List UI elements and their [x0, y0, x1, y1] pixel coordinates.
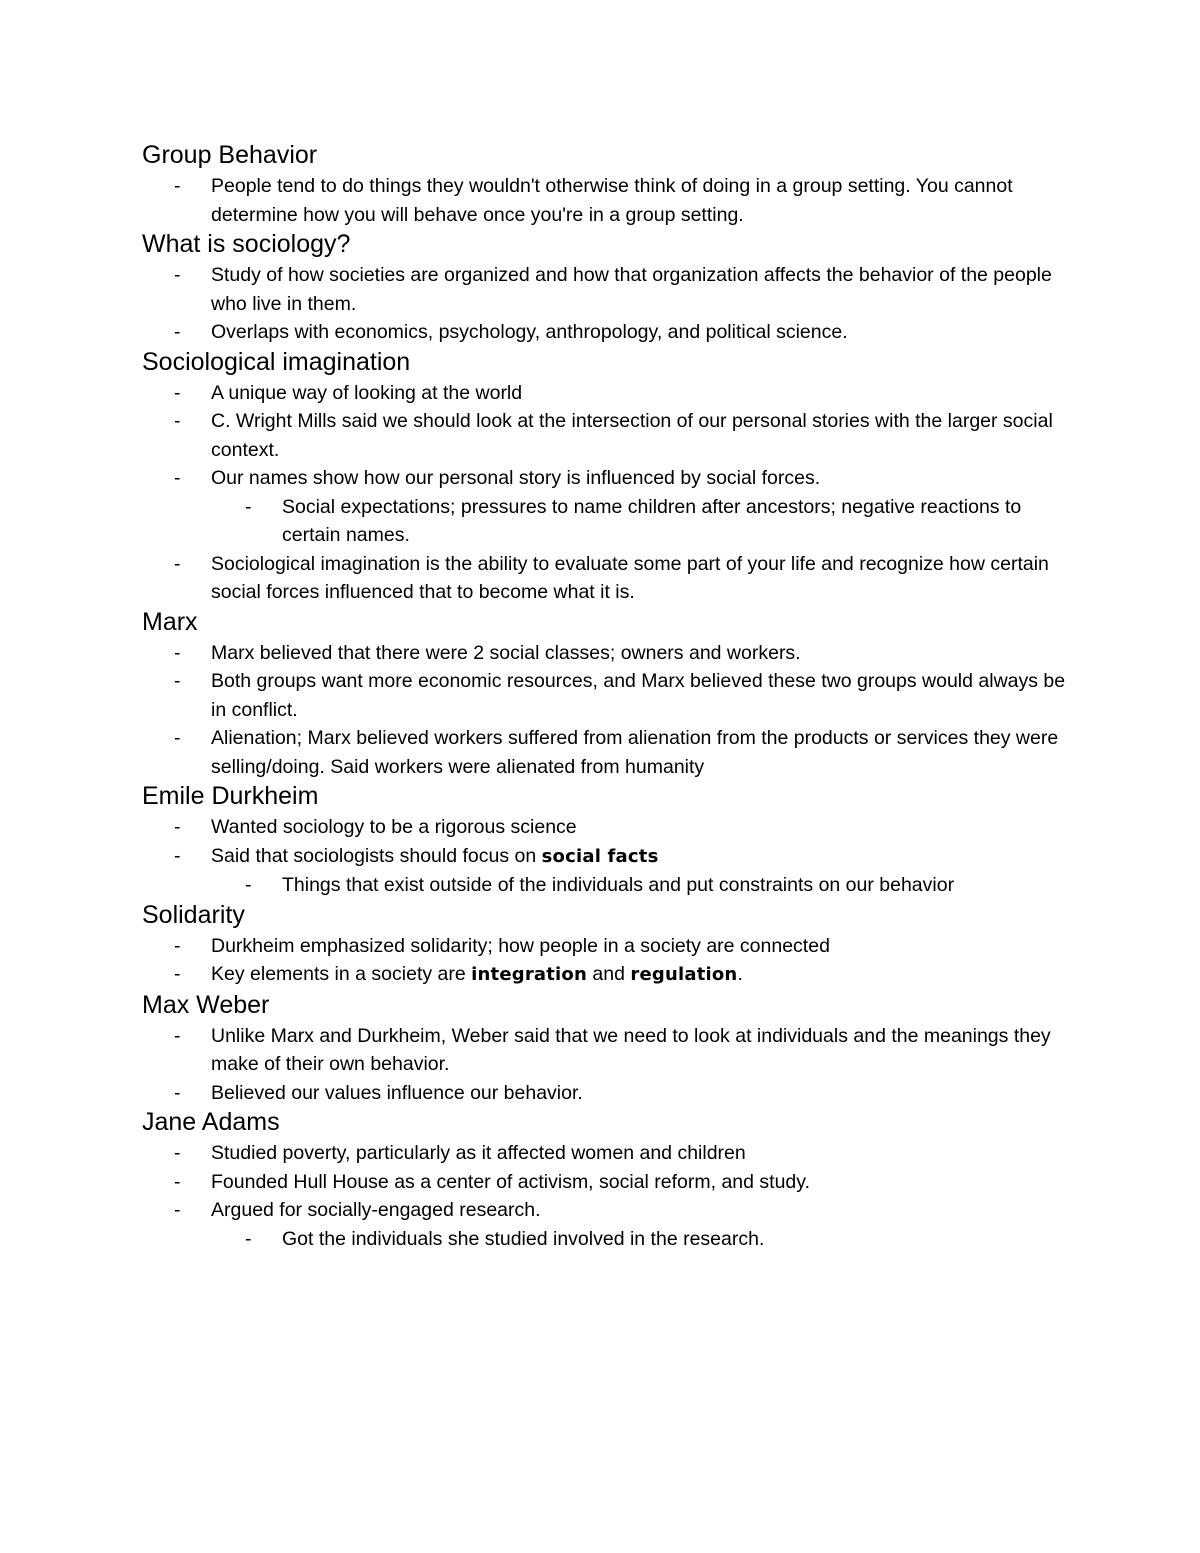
list-item-text: Durkheim emphasized solidarity; how people in a society are connected — [211, 934, 830, 957]
sub-list-item — [142, 1225, 1082, 1254]
list-item — [142, 724, 1082, 781]
dash-bullet-icon: - — [245, 1227, 252, 1250]
dash-bullet-icon: - — [174, 381, 181, 404]
section-heading: Max Weber — [142, 990, 270, 1019]
section-heading: Marx — [142, 607, 198, 636]
bullet-list — [142, 813, 1082, 900]
list-item-text: Founded Hull House as a center of activism, social reform, and study. — [211, 1170, 810, 1193]
list-item — [142, 550, 1082, 607]
list-item-text: . — [737, 963, 743, 985]
dash-bullet-icon: - — [174, 934, 181, 957]
list-item — [142, 842, 1082, 872]
section-heading: Solidarity — [142, 900, 245, 929]
bullet-list — [142, 932, 1082, 990]
dash-bullet-icon: - — [174, 410, 181, 432]
dash-bullet-icon: - — [174, 1199, 181, 1221]
notes-body — [142, 140, 1082, 1253]
bold-term: regulation — [630, 964, 738, 985]
list-item — [142, 261, 1082, 318]
list-item-text: Unlike Marx and Durkheim, Weber said that we need to look at individuals and the meanings they make of their own behavior. — [211, 1024, 1051, 1075]
dash-bullet-icon: - — [174, 552, 181, 575]
section-heading: Emile Durkheim — [142, 782, 319, 810]
list-item — [142, 172, 1082, 229]
list-item-text: Things that exist outside of the individuals and put constraints on our behavior — [282, 874, 955, 896]
dash-bullet-icon: - — [245, 874, 252, 896]
list-item-text: A unique way of looking at the world — [211, 381, 523, 404]
list-item-text: Alienation; Marx believed workers suffered from alienation from the products or services they were selling/doing. Said workers were alienated from humanity — [211, 727, 1059, 778]
list-item — [142, 1168, 1082, 1197]
list-item-text: Our names show how our personal story is influenced by social forces. — [211, 467, 821, 489]
list-item — [142, 464, 1082, 493]
dash-bullet-icon: - — [174, 727, 181, 749]
list-item-text: Study of how societies are organized and how that organization affects the behavior of the people who live in them. — [211, 264, 1052, 315]
list-item-text: Studied poverty, particularly as it affected women and children — [211, 1142, 746, 1164]
list-item-text: Argued for socially-engaged research. — [211, 1199, 541, 1221]
section-heading: What is sociology? — [142, 230, 351, 258]
list-item-text: Sociological imagination is the ability to evaluate some part of your life and recognize how certain social forces influenced that to become what it is. — [211, 552, 1049, 603]
bold-term: social facts — [541, 845, 659, 867]
dash-bullet-icon: - — [174, 670, 181, 692]
list-item — [142, 667, 1082, 724]
list-item-text: Said that sociologists should focus on — [211, 844, 542, 867]
dash-bullet-icon: - — [174, 1142, 181, 1164]
list-item — [142, 960, 1082, 990]
list-item-text: Overlaps with economics, psychology, anthropology, and political science. — [211, 321, 848, 343]
list-item-text: Wanted sociology to be a rigorous science — [211, 816, 577, 838]
bullet-list — [142, 1139, 1082, 1253]
dash-bullet-icon: - — [174, 1081, 181, 1104]
sub-list-item — [142, 871, 1082, 900]
dash-bullet-icon: - — [174, 467, 181, 489]
sub-list-item — [142, 493, 1082, 550]
list-item — [142, 379, 1082, 408]
list-item-text: People tend to do things they wouldn't otherwise think of doing in a group setting. You cannot determine how you will behave once you're in a group setting. — [211, 175, 1013, 226]
list-item — [142, 1022, 1082, 1079]
list-item-text: Believed our values influence our behavior. — [211, 1081, 583, 1104]
list-item — [142, 639, 1082, 668]
dash-bullet-icon: - — [245, 495, 252, 518]
dash-bullet-icon: - — [174, 1170, 181, 1193]
list-item-text: Social expectations; pressures to name children after ancestors; negative reactions to certain names. — [282, 495, 1022, 546]
list-item — [142, 407, 1082, 464]
section-heading: Group Behavior — [142, 141, 318, 169]
bullet-list — [142, 261, 1082, 347]
bullet-list — [142, 379, 1082, 607]
list-item-text: Marx believed that there were 2 social classes; owners and workers. — [211, 641, 801, 664]
dash-bullet-icon: - — [174, 175, 181, 197]
list-item — [142, 1196, 1082, 1225]
bullet-list — [142, 172, 1082, 229]
bullet-list — [142, 639, 1082, 782]
section-heading: Jane Adams — [142, 1108, 280, 1136]
dash-bullet-icon: - — [174, 264, 181, 286]
dash-bullet-icon: - — [174, 963, 181, 985]
dash-bullet-icon: - — [174, 844, 181, 867]
bold-term: integration — [471, 964, 588, 985]
list-item — [142, 932, 1082, 961]
dash-bullet-icon: - — [174, 816, 181, 838]
dash-bullet-icon: - — [174, 321, 181, 343]
list-item — [142, 1079, 1082, 1108]
list-item — [142, 318, 1082, 347]
dash-bullet-icon: - — [174, 641, 181, 664]
list-item — [142, 1139, 1082, 1168]
list-item-text: Got the individuals she studied involved in the research. — [282, 1227, 765, 1250]
list-item-text: C. Wright Mills said we should look at the intersection of our personal stories with the larger social context. — [211, 410, 1053, 461]
section-heading: Sociological imagination — [142, 347, 411, 376]
list-item-text: and — [587, 963, 631, 985]
list-item — [142, 813, 1082, 842]
dash-bullet-icon: - — [174, 1024, 181, 1047]
bullet-list — [142, 1022, 1082, 1108]
list-item-text: Key elements in a society are — [211, 963, 472, 985]
list-item-text: Both groups want more economic resources, and Marx believed these two groups would always be in conflict. — [211, 670, 1066, 721]
